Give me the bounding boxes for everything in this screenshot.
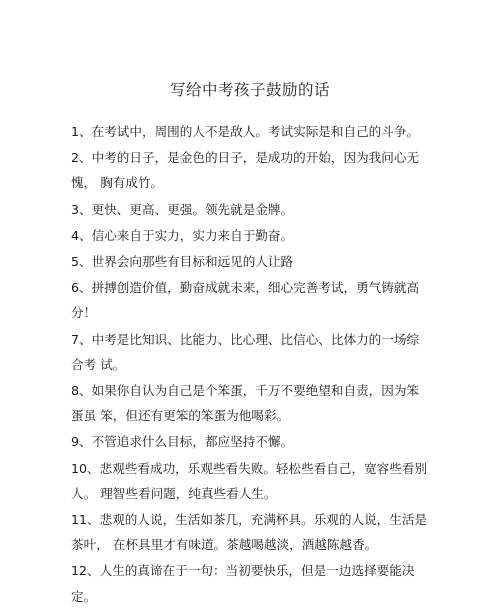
- list-item: 1、在考试中，周围的人不是敌人。考试实际是和自己的斗争。: [71, 124, 420, 139]
- list-item: 11、悲观的人说，生活如茶几，充满杯具。乐观的人说，生活是茶叶， 在杯具里才有味道。茶越喝越淡，酒越陈越香。: [71, 512, 428, 553]
- list-item: 4、信心来自于实力，实力来自于勤奋。: [71, 227, 294, 243]
- list-item: 7、中考是比知识、比能力、比心理、比信心、比体力的一场综合考 试。: [71, 331, 420, 372]
- list-item: 3、更快、更高、更强。领先就是金牌。: [71, 201, 294, 217]
- document-title: 写给中考孩子鼓励的话: [169, 81, 330, 99]
- list-item: 8、如果你自认为自己是个笨蛋，千万不要绝望和自责，因为笨蛋虽 笨，但还有更笨的笨蛋为他喝彩。: [71, 383, 420, 424]
- list-item: 12、人生的真谛在于一句：当初要快乐，但是一边选择要能决定。: [71, 563, 415, 604]
- encouragement-list: [71, 119, 431, 610]
- list-item: 9、不管追求什么目标，都应坚持不懈。: [71, 434, 294, 450]
- list-item: 5、世界会向那些有目标和远见的人让路: [71, 254, 294, 270]
- list-item: 6、拼搏创造价值，勤奋成就未来，细心完善考试，勇气铸就高分！: [71, 280, 420, 321]
- list-item: 2、中考的日子，是金色的日子，是成功的开始，因为我问心无愧， 胸有成竹。: [71, 150, 420, 191]
- list-item: 10、悲观些看成功，乐观些看失败。轻松些看自己，宽容些看别人。 理智些看问题，纯真些看人生。: [71, 460, 428, 501]
